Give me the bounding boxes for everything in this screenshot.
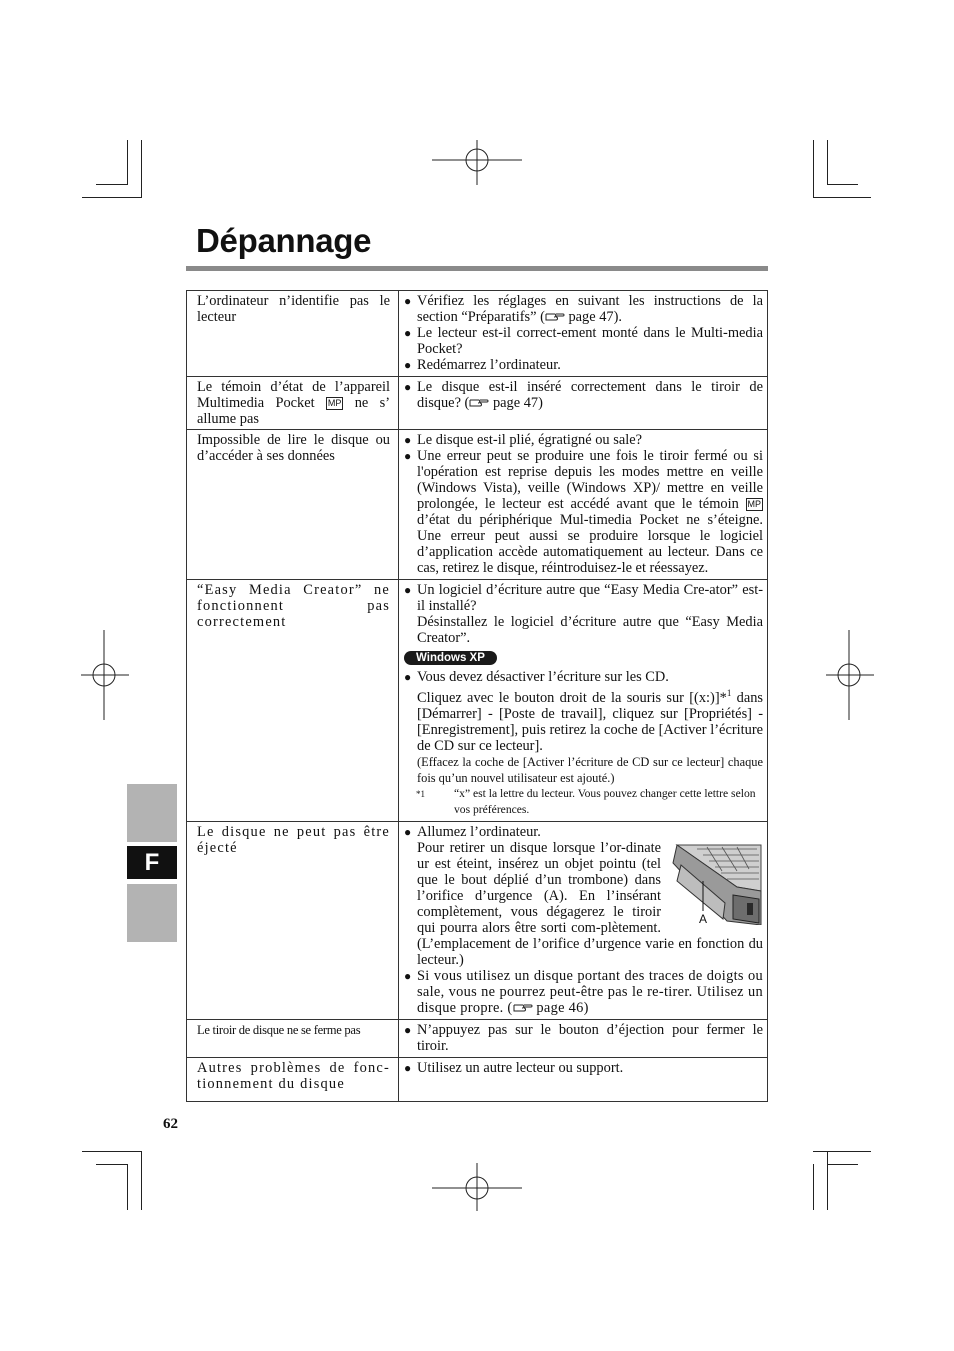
crop-mark xyxy=(813,1151,871,1152)
solution-cell xyxy=(399,377,768,430)
list-item: ● Le disque est-il inséré correctement dans le tiroir de disque? ( page 47) xyxy=(404,379,763,411)
list-item: ● Vérifiez les réglages en suivant les instructions de la section “Préparatifs” ( page 47). xyxy=(404,293,763,325)
side-tab-lower xyxy=(127,884,177,942)
table-row xyxy=(187,291,768,377)
pointing-hand-icon xyxy=(513,1000,533,1014)
problem-cell: L’ordinateur n’identifie pas le lecteur xyxy=(187,291,399,377)
list-item: ● Redémarrez l’ordinateur. xyxy=(404,357,561,373)
crop-mark xyxy=(96,184,127,185)
registration-mark-icon xyxy=(432,115,522,205)
bullet-icon: ● xyxy=(404,825,412,839)
bullet-icon: ● xyxy=(404,1061,412,1075)
table-row xyxy=(187,1020,768,1058)
footnote: *1 “x” est la lettre du lecteur. Vous pouvez changer cette lettre selon vos préférences. xyxy=(416,787,756,816)
bullet-icon: ● xyxy=(404,433,412,447)
solution-cell xyxy=(399,291,768,377)
laptop-drive-illustration-icon xyxy=(667,841,763,925)
bullet-icon: ● xyxy=(404,969,412,983)
crop-mark xyxy=(827,1164,858,1165)
list-item: ● Utilisez un autre lecteur ou support. xyxy=(404,1060,624,1076)
crop-mark xyxy=(82,197,142,198)
side-tab-upper xyxy=(127,784,177,842)
crop-mark xyxy=(827,140,828,185)
registration-mark-icon xyxy=(59,630,149,720)
registration-mark-icon xyxy=(432,1143,522,1233)
pointing-hand-icon xyxy=(545,309,565,323)
page-number: 62 xyxy=(163,1116,178,1132)
bullet-icon: ● xyxy=(404,1023,412,1037)
bullet-icon: ● xyxy=(404,449,412,463)
crop-mark xyxy=(127,1164,128,1210)
list-item: ● Un logiciel d’écriture autre que “Easy Media Cre-ator” est-il installé? xyxy=(404,582,763,614)
crop-mark xyxy=(813,197,871,198)
bullet-icon: ● xyxy=(404,670,412,684)
problem-cell: Le tiroir de disque ne se ferme pas xyxy=(187,1020,399,1058)
bullet-icon: ● xyxy=(404,358,412,372)
bullet-icon: ● xyxy=(404,294,412,308)
list-item: ● N’appuyez pas sur le bouton d’éjection pour fermer le tiroir. xyxy=(404,1022,763,1054)
table-row xyxy=(187,377,768,430)
title-underline xyxy=(186,266,768,271)
troubleshooting-table xyxy=(186,290,768,1102)
page-title: Dépannage xyxy=(196,222,372,259)
solution-text: Désinstallez le logiciel d’écriture autre que “Easy Media Creator”. xyxy=(417,614,763,646)
list-item: ● Si vous utilisez un disque portant des traces de doigts ou sale, vous ne pourrez peut-être pas le re-tirer. Utilisez un disque propre. ( page 46) xyxy=(404,968,763,1016)
problem-cell: “Easy Media Creator” ne fonctionnent pas correctement xyxy=(187,580,399,822)
crop-mark xyxy=(82,1151,142,1152)
list-item: ● Le disque est-il plié, égratigné ou sale? xyxy=(404,432,642,448)
problem-cell: Impossible de lire le disque ou d’accéder à ses données xyxy=(187,430,399,580)
solution-text: A Pour retirer un disque lorsque l’or-dinate ur est éteint, insérez un objet pointu (tel que le bout déplié d’un trombone) dans l’orifice d’urgence (A). En l’insérant complètement, vous dégagerez le tiroir qui pourra alors être sorti com-plètement. (L’emplacement de l’orifice d’urgence varie en fonction du lecteur.) xyxy=(417,840,763,968)
photo-label: A xyxy=(699,912,708,926)
table-row xyxy=(187,580,768,822)
crop-mark xyxy=(813,1164,814,1210)
list-item: ● Vous devez désactiver l’écriture sur les CD. xyxy=(404,669,669,685)
crop-mark xyxy=(141,1151,142,1210)
crop-mark xyxy=(827,1151,828,1210)
os-tag-badge: Windows XP xyxy=(404,651,497,665)
table-row xyxy=(187,430,768,580)
solution-note: (Effacez la coche de [Activer l’écriture de CD sur ce lecteur] chaque fois qu’un nouvel utilisateur est ajouté.) xyxy=(417,755,763,785)
problem-cell: Le témoin d’état de l’appareil Multimedia Pocket MP ne s’ allume pas xyxy=(187,377,399,430)
solution-cell xyxy=(399,430,768,580)
pointing-hand-icon xyxy=(469,395,489,409)
mp-indicator-icon: MP xyxy=(747,499,761,509)
crop-mark xyxy=(827,184,858,185)
table-row xyxy=(187,1058,768,1102)
list-item: ● Le lecteur est-il correct-ement monté dans le Multi-media Pocket? xyxy=(404,325,763,357)
solution-cell xyxy=(399,580,768,822)
solution-cell xyxy=(399,1058,768,1102)
list-item: ● Une erreur peut se produire une fois le tiroir fermé ou si l'opération est reprise depuis les modes mettre en veille (Windows Vista), veille (Windows XP)/ mettre en veille prolongée, le lecteur est accédé avant que le témoin MP d’état du périphérique Mul-timedia Pocket ne s’éteigne. Une erreur peut aussi se produire lorsque le logiciel d’application accède automatiquement au lecteur. Dans ce cas, retirez le disque, réintroduisez-le et réessayez. xyxy=(404,448,763,576)
solution-cell xyxy=(399,822,768,1020)
crop-mark xyxy=(813,140,814,197)
list-item: ● Allumez l’ordinateur. xyxy=(404,824,541,840)
solution-text: Cliquez avec le bouton droit de la souris sur [(x:)]*$^1$ dans [Démarrer] - [Poste de travail], cliquez sur [Propriétés] - [Enregistrement], puis retirez la coche de [Activer l’écriture de CD sur ce lecteur]. xyxy=(417,688,764,754)
problem-cell: Le disque ne peut pas être éjecté xyxy=(187,822,399,1020)
table-row xyxy=(187,822,768,1020)
drive-emergency-hole-photo xyxy=(667,841,763,925)
bullet-icon: ● xyxy=(404,583,412,597)
mp-indicator-icon: MP xyxy=(327,398,342,408)
registration-mark-icon xyxy=(804,630,894,720)
solution-cell xyxy=(399,1020,768,1058)
crop-mark xyxy=(127,140,128,185)
problem-cell: Autres problèmes de fonc-tionnement du disque xyxy=(187,1058,399,1102)
bullet-icon: ● xyxy=(404,326,412,340)
section-tab-letter: F xyxy=(127,846,177,879)
bullet-icon: ● xyxy=(404,380,412,394)
crop-mark xyxy=(141,140,142,197)
crop-mark xyxy=(96,1164,127,1165)
